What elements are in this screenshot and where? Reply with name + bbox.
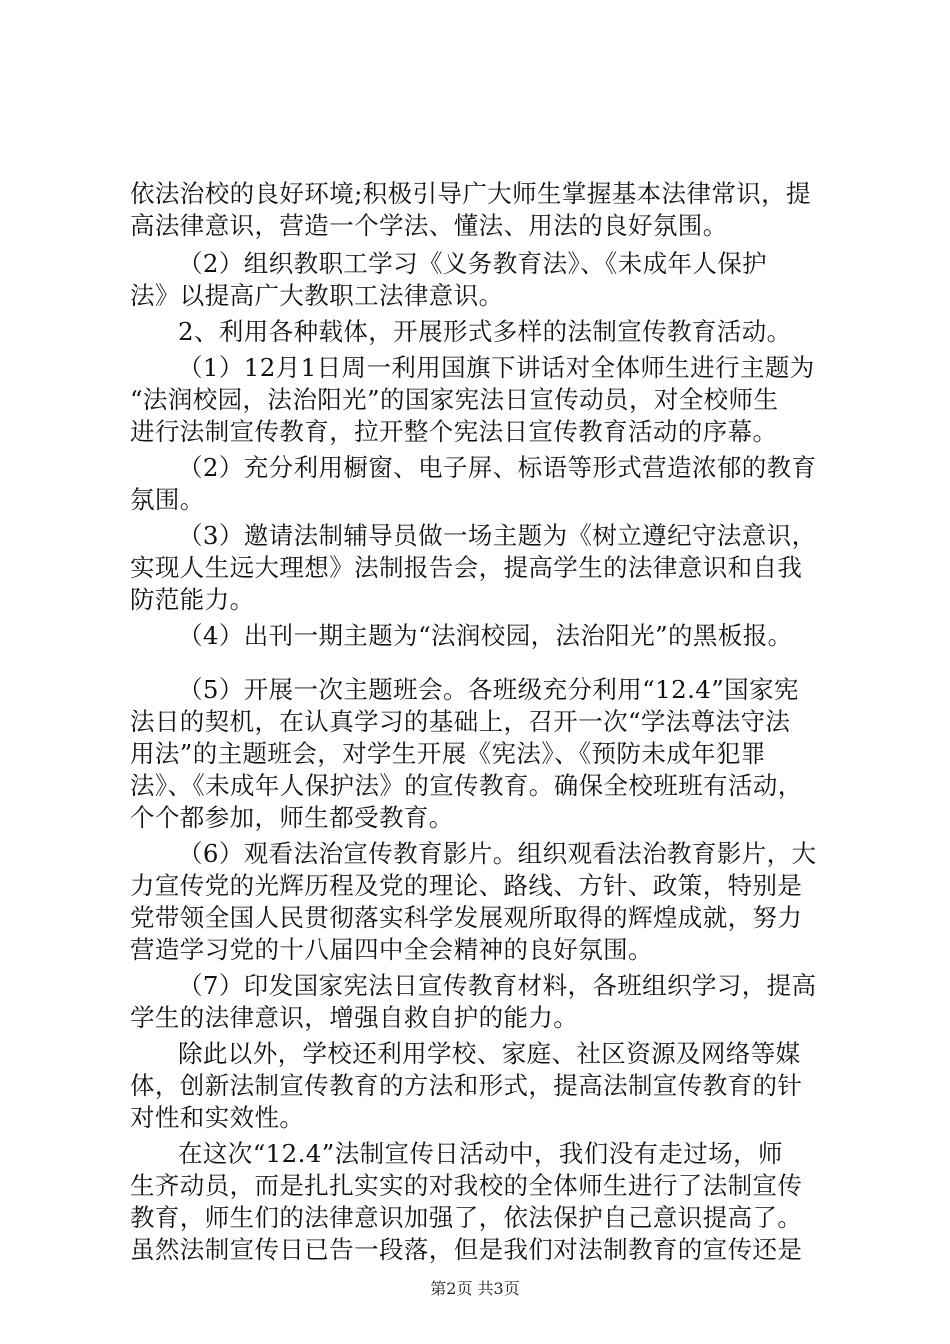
text-line: （7）印发国家宪法日宣传教育材料，各班组织学习，提高 [178,971,817,1000]
text-line: 学生的法律意识，增强自救自护的能力。 [130,1003,579,1032]
text-line: 营造学习党的十八届四中全会精神的良好氛围。 [130,935,653,964]
text-line: 法》、《未成年人保护法》的宣传教育。确保全校班班有活动， [130,771,803,800]
text-line: （4）出刊一期主题为“法润校园，法治阳光”的黑板报。 [178,621,793,650]
text-line: 用法”的主题班会，对学生开展《宪法》、《预防未成年犯罪 [130,739,766,768]
text-line: （5）开展一次主题班会。各班级充分利用“12.4”国家宪 [178,675,799,704]
text-line: 个个都参加，师生都受教育。 [130,803,454,832]
text-line: 生齐动员，而是扎扎实实的对我校的全体师生进行了法制宣传 [130,1171,803,1200]
text-line: （6）观看法治宣传教育影片。组织观看法治教育影片，大 [178,839,817,868]
text-line: 高法律意识，营造一个学法、懂法、用法的良好氛围。 [130,211,728,240]
text-line: 法日的契机，在认真学习的基础上，召开一次“学法尊法守法 [130,707,791,736]
text-line: 力宣传党的光辉历程及党的理论、路线、方针、政策，特别是 [130,871,803,900]
text-line: 实现人生远大理想》法制报告会，提高学生的法律意识和自我 [130,553,803,582]
text-line: 2、利用各种载体，开展形式多样的法制宣传教育活动。 [178,317,792,346]
text-line: 防范能力。 [130,585,255,614]
text-line: “法润校园，法治阳光”的国家宪法日宣传动员，对全校师生 [130,385,779,414]
text-line: 法》以提高广大教职工法律意识。 [130,281,504,310]
text-line: 依法治校的良好环境;积极引导广大师生掌握基本法律常识，提 [130,179,811,208]
text-line: （3）邀请法制辅导员做一场主题为《树立遵纪守法意识， [178,521,817,550]
text-line: 教育，师生们的法律意识加强了，依法保护自己意识提高了。 [130,1203,803,1232]
text-line: 进行法制宣传教育，拉开整个宪法日宣传教育活动的序幕。 [130,417,778,446]
text-line: （2）组织教职工学习《义务教育法》、《未成年人保护 [178,249,768,278]
text-line: （2）充分利用橱窗、电子屏、标语等形式营造浓郁的教育 [178,453,817,482]
text-line: 虽然法制宣传日已告一段落，但是我们对法制教育的宣传还是 [130,1235,803,1264]
text-line: 氛围。 [130,485,205,514]
text-line: 除此以外，学校还利用学校、家庭、社区资源及网络等媒 [178,1039,801,1068]
text-line: 对性和实效性。 [130,1103,305,1132]
text-line: 党带领全国人民贯彻落实科学发展观所取得的辉煌成就，努力 [130,903,803,932]
text-line: 体，创新法制宣传教育的方法和形式，提高法制宣传教育的针 [130,1071,803,1100]
text-line: （1）12月1日周一利用国旗下讲话对全体师生进行主题为 [178,353,815,382]
text-line: 在这次“12.4”法制宣传日活动中，我们没有走过场，师 [178,1139,783,1168]
page-number-footer: 第2页 共3页 [430,1279,520,1298]
